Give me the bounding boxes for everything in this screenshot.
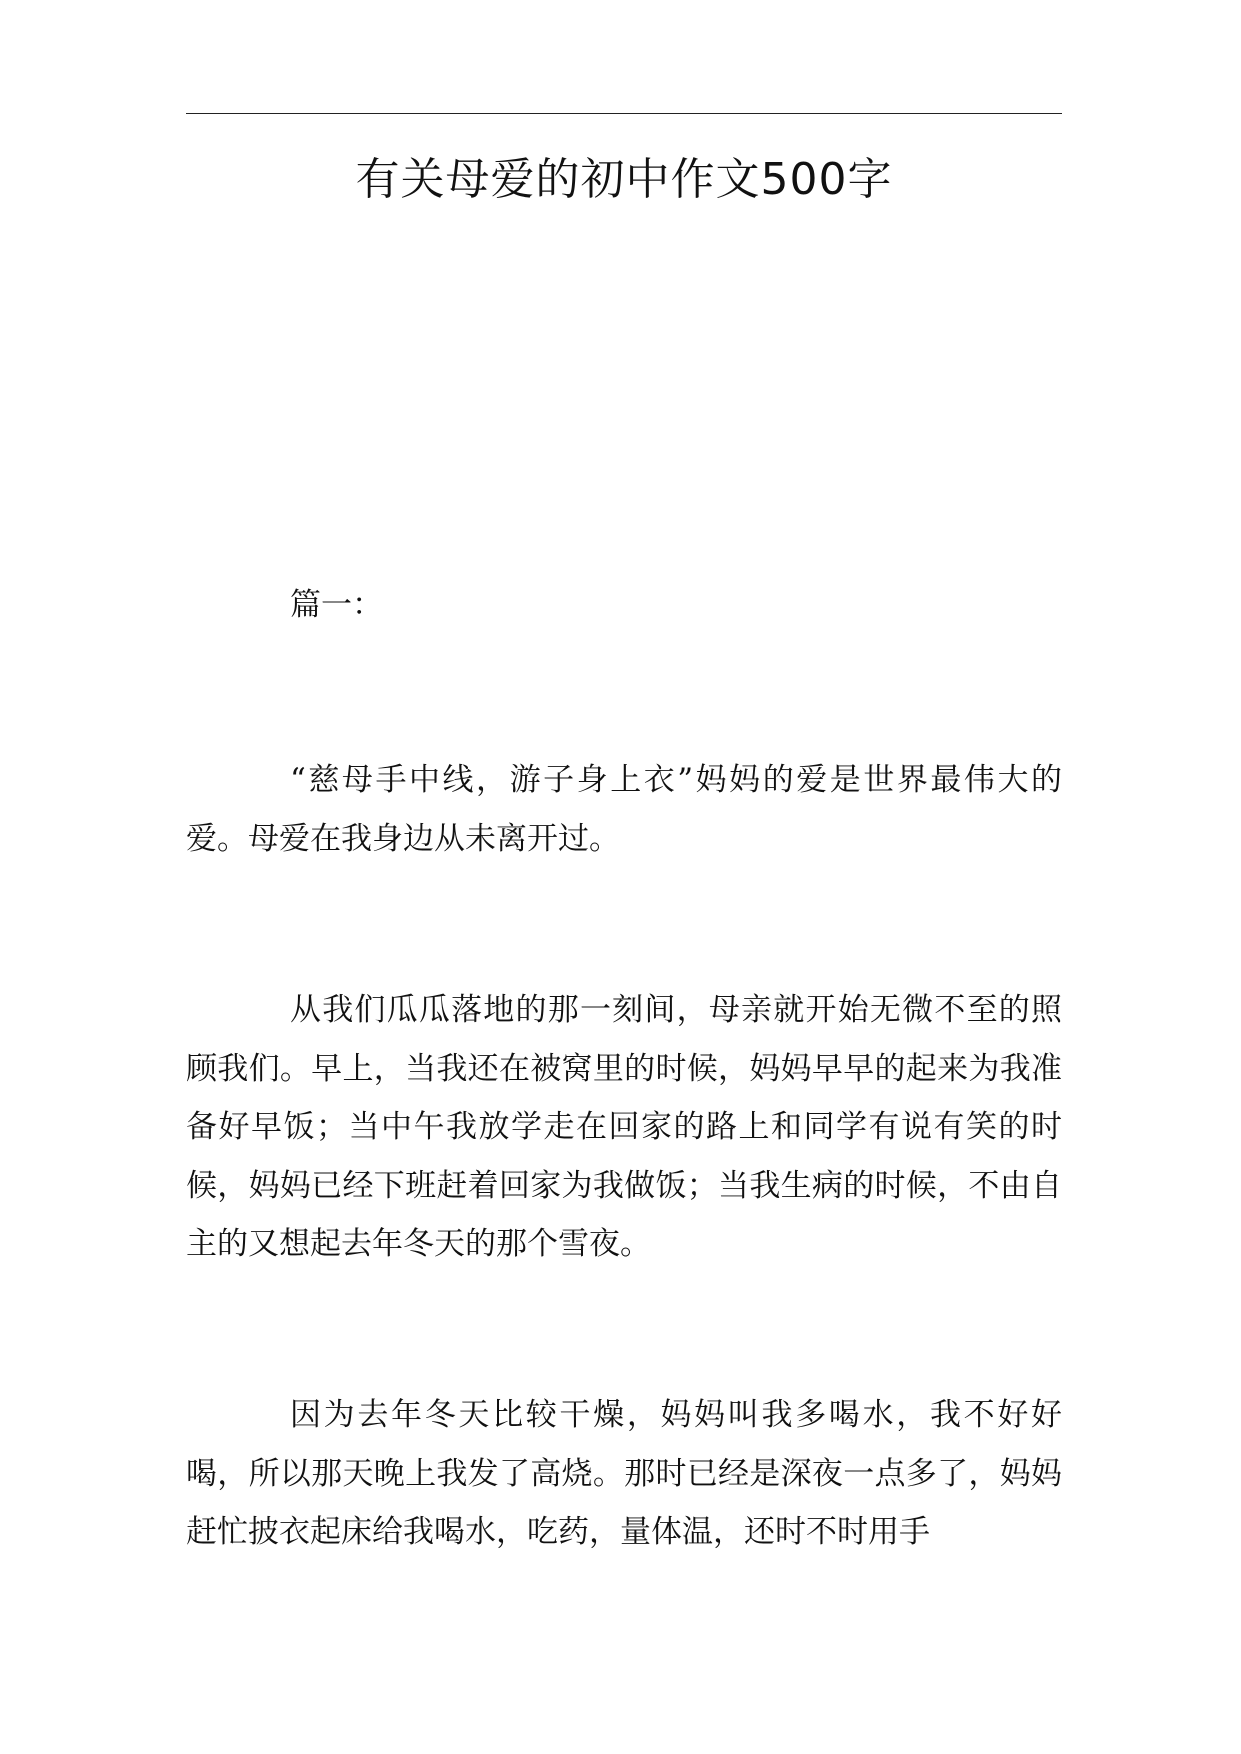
paragraph-3: 因为去年冬天比较干燥，妈妈叫我多喝水，我不好好喝，所以那天晚上我发了高烧。那时已经是深夜一点多了，妈妈赶忙披衣起床给我喝水，吃药，量体温，还时不时用手 xyxy=(186,1397,1062,1550)
paragraph-2: 从我们瓜瓜落地的那一刻间，母亲就开始无微不至的照顾我们。早上，当我还在被窝里的时候，妈妈早早的起来为我准备好早饭；当中午我放学走在回家的路上和同学有说有笑的时候，妈妈已经下班赶着回家为我做饭；当我生病的时候，不由自主的又想起去年冬天的那个雪夜。 xyxy=(186,992,1062,1262)
header-rule xyxy=(186,113,1062,114)
section-heading: 篇一： xyxy=(290,587,383,623)
paragraph-1: “慈母手中线，游子身上衣”妈妈的爱是世界最伟大的爱。母爱在我身边从未离开过。 xyxy=(186,762,1062,857)
document-title: 有关母爱的初中作文500字 xyxy=(355,154,893,205)
